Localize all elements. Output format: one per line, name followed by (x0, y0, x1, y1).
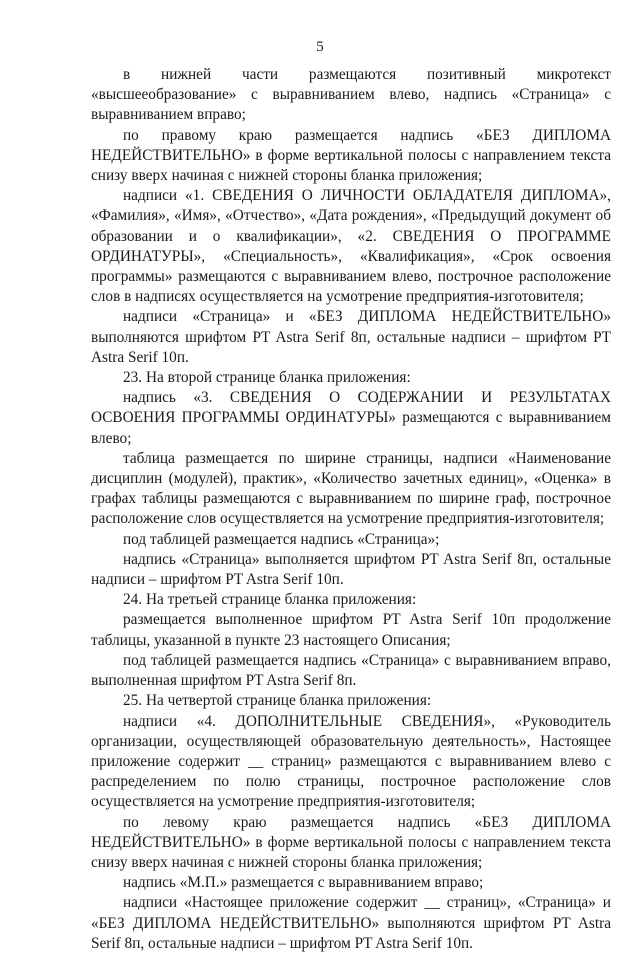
paragraph-1: в нижней части размещаются позитивный микротекст «высшееобразование» с выравниванием влево, надпись «Страница» с выравниванием вправо; (91, 66, 611, 124)
paragraph-6: надпись «3. СВЕДЕНИЯ О СОДЕРЖАНИИ И РЕЗУЛЬТАТАХ ОСВОЕНИЯ ПРОГРАММЫ ОРДИНАТУРЫ» размещаются с выравниванием влево; (91, 389, 611, 447)
paragraph-7: таблица размещается по ширине страницы, надписи «Наименование дисциплин (модулей), практик», «Количество зачетных единиц», «Оценка» в графах таблицы размещаются с выравниванием по ширине граф, построчное расположение слов осуществляется на усмотрение предприятия-изготовителя; (91, 449, 611, 528)
section-heading-25: 25. На четвертой странице бланка приложения: (123, 692, 432, 710)
paragraph-15: по левому краю размещается надпись «БЕЗ ДИПЛОМА НЕДЕЙСТВИТЕЛЬНО» в форме вертикальной полосы с направлением текста снизу вверх начиная с нижней стороны бланка приложения; (91, 813, 611, 871)
paragraph-16: надпись «М.П.» размещается с выравниванием вправо; (123, 874, 484, 892)
paragraph-12: под таблицей размещается надпись «Страница» с выравниванием вправо, выполненная шрифтом PT Astra Serif 8п. (91, 651, 611, 690)
paragraph-2: по правому краю размещается надпись «БЕЗ ДИПЛОМА НЕДЕЙСТВИТЕЛЬНО» в форме вертикальной полосы с направлением текста снизу вверх начиная с нижней стороны бланка приложения; (91, 126, 611, 185)
paragraph-4: надписи «Страница» и «БЕЗ ДИПЛОМА НЕДЕЙСТВИТЕЛЬНО» выполняются шрифтом PT Astra Serif 8п, остальные надписи – шрифтом PT Astra Serif 10п. (91, 308, 611, 366)
document-body (91, 65, 611, 954)
paragraph-14: надписи «4. ДОПОЛНИТЕЛЬНЫЕ СВЕДЕНИЯ», «Руководитель организации, осуществляющей образовательную деятельность», Настоящее приложение содержит __ страниц» размещаются с выравниванием влево с распределением по полю страницы, построчное расположение слов осуществляется на усмотрение предприятия-изготовителя; (91, 712, 611, 811)
paragraph-11: размещается выполненное шрифтом PT Astra Serif 10п продолжение таблицы, указанной в пункте 23 настоящего Описания; (91, 611, 611, 649)
paragraph-17: надписи «Настоящее приложение содержит __ страниц», «Страница» и «БЕЗ ДИПЛОМА НЕДЕЙСТВИТЕЛЬНО» выполняются шрифтом PT Astra Serif 8п, остальные надписи – шрифтом PT Astra Serif 10п. (91, 894, 611, 952)
section-heading-24: 24. На третьей странице бланка приложения: (123, 591, 417, 609)
page-number: 5 (316, 39, 324, 55)
paragraph-9: надпись «Страница» выполняется шрифтом PT Astra Serif 8п, остальные надписи – шрифтом PT Astra Serif 10п. (91, 550, 611, 589)
paragraph-8: под таблицей размещается надпись «Страница»; (123, 530, 440, 548)
paragraph-3: надписи «1. СВЕДЕНИЯ О ЛИЧНОСТИ ОБЛАДАТЕЛЯ ДИПЛОМА», «Фамилия», «Имя», «Отчество», «Дата рождения», «Предыдущий документ об образовании и о квалификации», «2. СВЕДЕНИЯ О ПРОГРАММЕ ОРДИНАТУРЫ», «Специальность», «Квалификация», «Срок освоения программы» размещаются с выравниванием влево, построчное расположение слов в надписях осуществляется на усмотрение предприятия-изготовителя; (91, 187, 611, 306)
section-heading-23: 23. На второй странице бланка приложения: (123, 369, 411, 387)
